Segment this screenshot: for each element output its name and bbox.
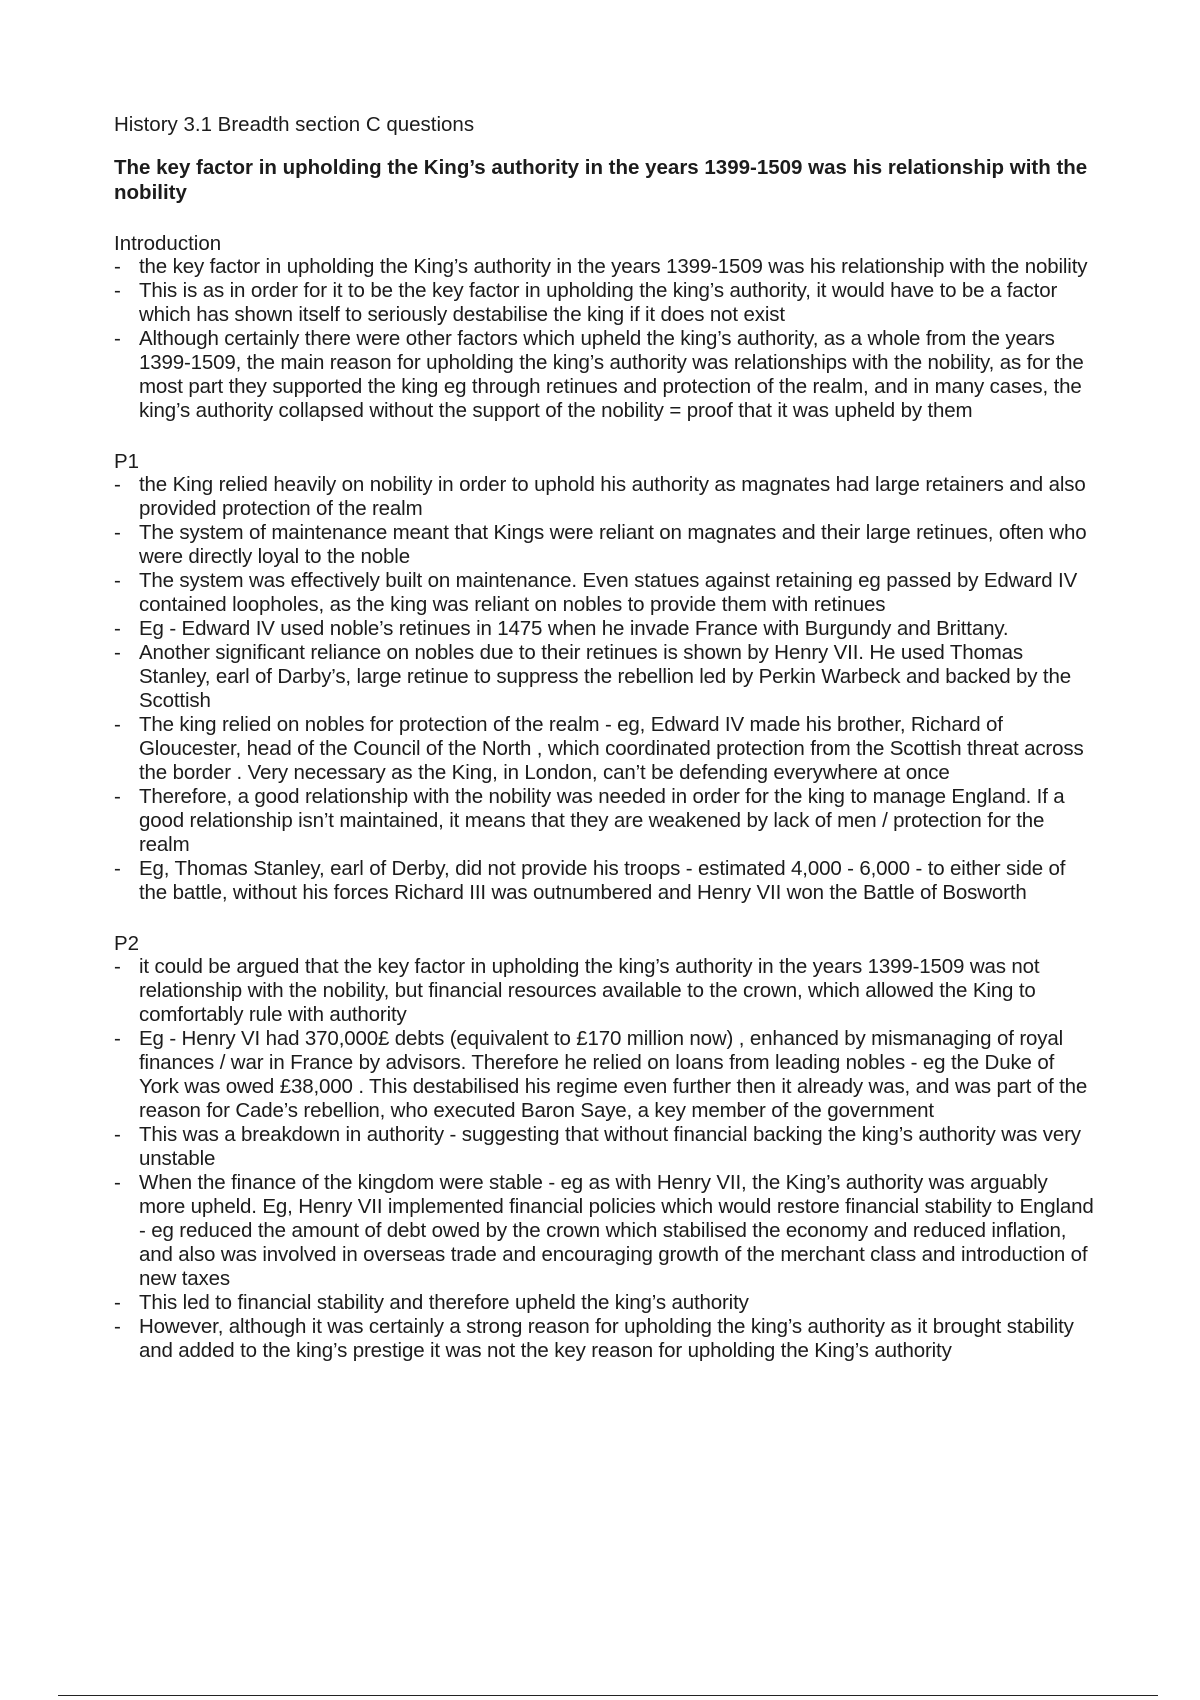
list-item	[114, 255, 1094, 279]
list-item-text: This was a breakdown in authority - suggesting that without financial backing the king’s authority was very unstable	[139, 1123, 1081, 1170]
list-item	[114, 1027, 1094, 1123]
list-item	[114, 569, 1094, 617]
list-item	[114, 1123, 1094, 1171]
list-item-text: Eg, Thomas Stanley, earl of Derby, did not provide his troops - estimated 4,000 - 6,000 - to either side of the battle, without his forces Richard III was outnumbered and Henry VII won the Battle of Bosworth	[139, 857, 1066, 904]
list-item-text: The system was effectively built on maintenance. Even statues against retaining eg passed by Edward IV contained loopholes, as the king was reliant on nobles to provide them with retinues	[139, 569, 1078, 616]
bullet-dash: -	[114, 327, 121, 350]
list-item-text: The king relied on nobles for protection of the realm - eg, Edward IV made his brother, Richard of Gloucester, head of the Council of the North , which coordinated protection from the Scottish threat across the border . Very necessary as the King, in London, can’t be defending everywhere at once	[139, 713, 1084, 784]
page-bottom-rule	[58, 1695, 1158, 1696]
document-page	[114, 112, 1094, 1390]
list-item	[114, 641, 1094, 713]
section-heading: P2	[114, 932, 140, 955]
bullet-dash: -	[114, 521, 121, 544]
list-item-text: it could be argued that the key factor in upholding the king’s authority in the years 1399-1509 was not relationship with the nobility, but financial resources available to the crown, which allowed the King to comfortably rule with authority	[139, 955, 1040, 1026]
bullet-dash: -	[114, 255, 121, 278]
list-item-text: However, although it was certainly a strong reason for upholding the king’s authority as it brought stability and added to the king’s prestige it was not the key reason for upholding the King’s authority	[139, 1315, 1074, 1362]
section-introduction	[114, 232, 1094, 423]
section-heading: Introduction	[114, 232, 222, 255]
list-item-text: Therefore, a good relationship with the nobility was needed in order for the king to manage England. If a good relationship isn’t maintained, it means that they are weakened by lack of men / protection for the realm	[139, 785, 1065, 856]
list-item	[114, 785, 1094, 857]
bullet-dash: -	[114, 569, 121, 592]
list-item-text: the key factor in upholding the King’s authority in the years 1399-1509 was his relationship with the nobility	[139, 255, 1088, 278]
list-item-text: Another significant reliance on nobles due to their retinues is shown by Henry VII. He used Thomas Stanley, earl of Darby’s, large retinue to suppress the rebellion led by Perkin Warbeck and backed by the Scottish	[139, 641, 1071, 712]
bullet-dash: -	[114, 1123, 121, 1146]
list-item	[114, 955, 1094, 1027]
bullet-dash: -	[114, 955, 121, 978]
bullet-list	[114, 255, 1094, 423]
bullet-dash: -	[114, 617, 121, 640]
bullet-list	[114, 955, 1094, 1363]
list-item	[114, 1171, 1094, 1291]
list-item	[114, 521, 1094, 569]
list-item	[114, 327, 1094, 423]
bullet-dash: -	[114, 1291, 121, 1314]
bullet-dash: -	[114, 713, 121, 736]
list-item	[114, 279, 1094, 327]
section-p2	[114, 932, 1094, 1363]
list-item-text: This led to financial stability and therefore upheld the king’s authority	[139, 1291, 749, 1314]
list-item	[114, 617, 1094, 641]
essay-question: The key factor in upholding the King’s authority in the years 1399-1509 was his relationship with the nobility	[114, 156, 1088, 204]
list-item	[114, 713, 1094, 785]
bullet-dash: -	[114, 279, 121, 302]
list-item-text: This is as in order for it to be the key factor in upholding the king’s authority, it would have to be a factor which has shown itself to seriously destabilise the king if it does not exist	[139, 279, 1058, 326]
list-item-text: Eg - Henry VI had 370,000£ debts (equivalent to £170 million now) , enhanced by mismanaging of royal finances / war in France by advisors. Therefore he relied on loans from leading nobles - eg the Duke of York was owed £38,000 . This destabilised his regime even further then it already was, and was part of the reason for Cade’s rebellion, who executed Baron Saye, a key member of the government	[139, 1027, 1088, 1122]
list-item	[114, 473, 1094, 521]
bullet-list	[114, 473, 1094, 905]
section-heading: P1	[114, 450, 140, 473]
list-item	[114, 1315, 1094, 1363]
list-item	[114, 1291, 1094, 1315]
bullet-dash: -	[114, 1027, 121, 1050]
list-item-text: the King relied heavily on nobility in order to uphold his authority as magnates had large retainers and also provided protection of the realm	[139, 473, 1086, 520]
bullet-dash: -	[114, 473, 121, 496]
essay-sections	[114, 232, 1094, 1363]
list-item	[114, 857, 1094, 905]
document-title: History 3.1 Breadth section C questions	[114, 113, 475, 136]
list-item-text: The system of maintenance meant that Kings were reliant on magnates and their large retinues, often who were directly loyal to the noble	[139, 521, 1087, 568]
section-p1	[114, 450, 1094, 905]
list-item-text: Although certainly there were other factors which upheld the king’s authority, as a whole from the years 1399-1509, the main reason for upholding the king’s authority was relationships with the nobility, as for the most part they supported the king eg through retinues and protection of the realm, and in many cases, the king’s authority collapsed without the support of the nobility = proof that it was upheld by them	[139, 327, 1084, 422]
bullet-dash: -	[114, 641, 121, 664]
list-item-text: Eg - Edward IV used noble’s retinues in 1475 when he invade France with Burgundy and Brittany.	[139, 617, 1009, 640]
bullet-dash: -	[114, 857, 121, 880]
bullet-dash: -	[114, 1171, 121, 1194]
bullet-dash: -	[114, 785, 121, 808]
list-item-text: When the finance of the kingdom were stable - eg as with Henry VII, the King’s authority was arguably more upheld. Eg, Henry VII implemented financial policies which would restore financial stability to England - eg reduced the amount of debt owed by the crown which stabilised the economy and reduced inflation, and also was involved in overseas trade and encouraging growth of the merchant class and introduction of new taxes	[139, 1171, 1094, 1290]
bullet-dash: -	[114, 1315, 121, 1338]
